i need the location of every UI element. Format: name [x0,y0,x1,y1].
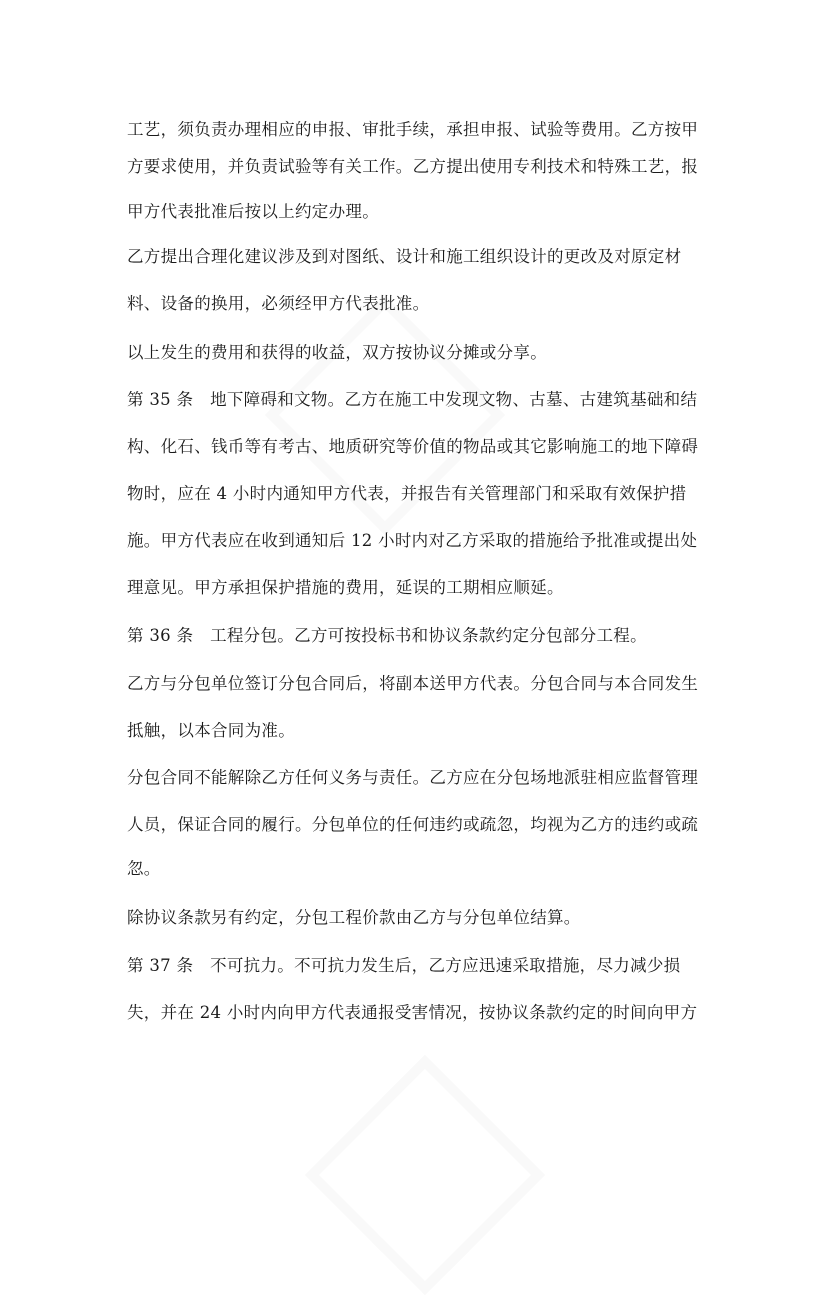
paragraph-line: 忽。 [127,859,161,878]
paragraph-line: 理意见。甲方承担保护措施的费用，延误的工期相应顺延。 [127,578,564,597]
paragraph-line: 施。甲方代表应在收到通知后 12 小时内对乙方采取的措施给予批准或提出处 [127,531,698,550]
paragraph-line: 构、化石、钱币等有考古、地质研究等价值的物品或其它影响施工的地下障碍 [127,437,699,456]
article-36-heading-line: 第 36 条 工程分包。乙方可按投标书和协议条款约定分包部分工程。 [127,626,647,645]
paragraph-line: 抵触，以本合同为准。 [127,721,295,740]
paragraph-line: 工艺，须负责办理相应的申报、审批手续，承担申报、试验等费用。乙方按甲 [127,120,699,139]
paragraph-line: 失，并在 24 小时内向甲方代表通报受害情况，按协议条款约定的时间向甲方 [127,1003,698,1022]
paragraph-line: 除协议条款另有约定，分包工程价款由乙方与分包单位结算。 [127,908,581,927]
paragraph-line: 甲方代表批准后按以上约定办理。 [127,202,379,221]
paragraph-line: 方要求使用，并负责试验等有关工作。乙方提出使用专利技术和特殊工艺，报 [127,157,699,176]
paragraph-line: 分包合同不能解除乙方任何义务与责任。乙方应在分包场地派驻相应监督管理 [127,768,699,787]
paragraph-line: 人员，保证合同的履行。分包单位的任何违约或疏忽，均视为乙方的违约或疏 [127,815,699,834]
paragraph-line: 料、设备的换用，必须经甲方代表批准。 [127,294,430,313]
article-35-heading-line: 第 35 条 地下障碍和文物。乙方在施工中发现文物、古墓、古建筑基础和结 [127,390,698,409]
paragraph-line: 乙方提出合理化建议涉及到对图纸、设计和施工组织设计的更改及对原定材 [127,247,682,266]
paragraph-line: 乙方与分包单位签订分包合同后，将副本送甲方代表。分包合同与本合同发生 [127,674,699,693]
article-37-heading-line: 第 37 条 不可抗力。不可抗力发生后，乙方应迅速采取措施，尽力减少损 [127,956,681,975]
paragraph-line: 以上发生的费用和获得的收益，双方按协议分摊或分享。 [127,343,547,362]
paragraph-line: 物时，应在 4 小时内通知甲方代表，并报告有关管理部门和采取有效保护措 [127,484,687,503]
